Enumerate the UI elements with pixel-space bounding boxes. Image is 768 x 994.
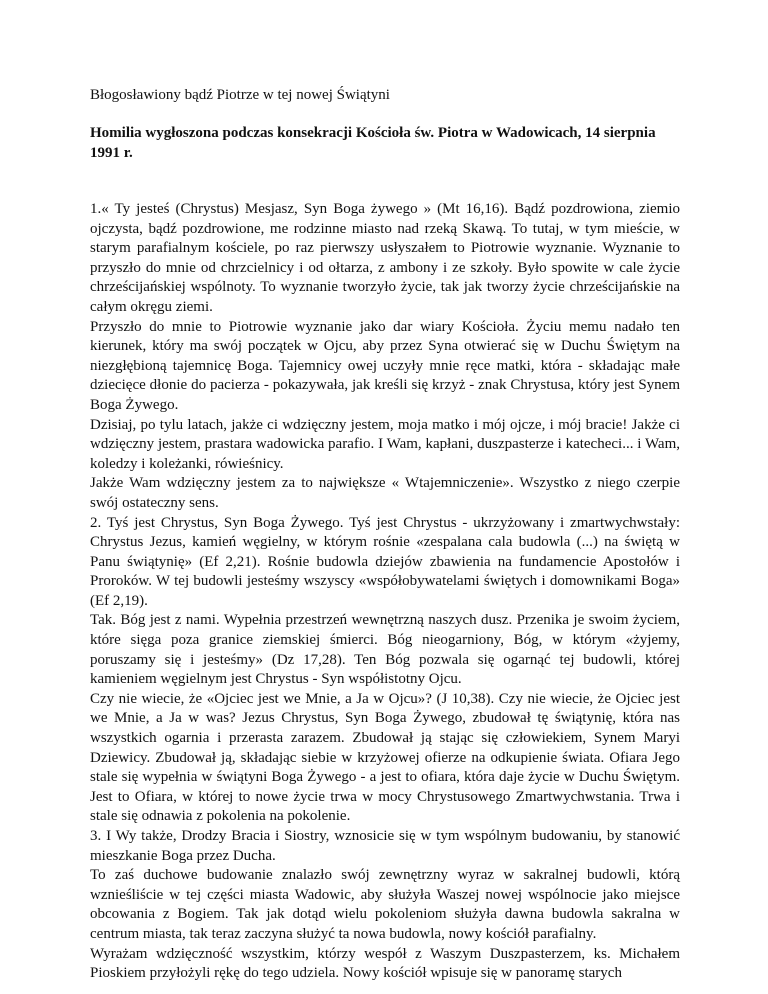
paragraph: To zaś duchowe budowanie znalazło swój zewnętrzny wyraz w sakralnej budowli, którą wznieśliście w tej części miasta Wadowic, aby służyła Waszej nowej wspólnocie jako miejsce obcowania z Bogiem. Tak jak dotąd wielu pokoleniom służyła dawna budowla sakralna w centrum miasta, tak teraz zaczyna służyć ta nowa budowla, nowy kościół parafialny. — [90, 867, 680, 942]
paragraph: Dzisiaj, po tylu latach, jakże ci wdzięczny jestem, moja matko i mój ojcze, i mój bracie! Jakże ci wdzięczny jestem, prastara wadowicka parafio. I Wam, kapłani, duszpasterze i katecheci... i Wam, koledzy i koleżanki, rówieśnicy. — [90, 416, 680, 472]
paragraph: Jakże Wam wdzięczny jestem za to największe « Wtajemniczenie». Wszystko z niego czerpie swój ostateczny sens. — [90, 475, 680, 511]
paragraph: 1.« Ty jesteś (Chrystus) Mesjasz, Syn Boga żywego » (Mt 16,16). Bądź pozdrowiona, ziemio ojczysta, bądź pozdrowione, me rodzinne miasto nad rzeką Skawą. To tutaj, w tym mieście, w starym parafialnym kościele, po raz pierwszy usłyszałem to Piotrowie wyznanie. Wyznanie to przyszło do mnie od chrzcielnicy i od ołtarza, z ambony i ze szkoły. Było spowite w cale życie chrześcijańskiej wspólnoty. To wyznanie tworzyło życie, tak jak tworzy życie chrześcijańskie na całym okręgu ziemi. — [90, 201, 680, 315]
paragraph: Przyszło do mnie to Piotrowie wyznanie jako dar wiary Kościoła. Życiu memu nadało ten kierunek, który ma swój początek w Ojcu, aby przez Syna otwierać się w Duchu Świętym na niezgłębioną tajemnicę Boga. Tajemnicy owej uczyły mnie ręce matki, która - składając małe dziecięce dłonie do pacierza - pokazywała, jak kreśli się krzyż - znak Chrystusa, który jest Synem Boga Żywego. — [90, 318, 680, 413]
paragraph: 2. Tyś jest Chrystus, Syn Boga Żywego. Tyś jest Chrystus - ukrzyżowany i zmartwychwstały: Chrystus Jezus, kamień węgielny, w którym rośnie «zespalana cala budowla (...) na świętą w Panu świątynię» (Ef 2,21). Rośnie budowla dziejów zbawienia na fundamencie Apostołów i Proroków. W tej budowli jesteśmy wszyscy «współobywatelami świętych i domownikami Boga» (Ef 2,19). — [90, 514, 680, 609]
document-subtitle: Homilia wygłoszona podczas konsekracji Kościoła św. Piotra w Wadowicach, 14 sierpnia 1991 r. — [90, 125, 656, 161]
paragraph: Wyrażam wdzięczność wszystkim, którzy wespół z Waszym Duszpasterzem, ks. Michałem Pioskiem przyłożyli rękę do tego udziela. Nowy kościół wpisuje się w panoramę starych — [90, 945, 680, 982]
paragraph: Tak. Bóg jest z nami. Wypełnia przestrzeń wewnętrzną naszych dusz. Przenika je swoim życiem, które sięga poza granice ziemskiej śmierci. Bóg nieogarniony, Bóg, w którym «żyjemy, poruszamy się i jesteśmy» (Dz 17,28). Ten Bóg pozwala się ogarnąć tej budowli, której kamieniem węgielnym jest Chrystus - Syn współistotny Ojcu. — [90, 612, 680, 688]
paragraph: 3. I Wy także, Drodzy Bracia i Siostry, wznosicie się w tym wspólnym budowaniu, by stanowić mieszkanie Boga przez Ducha. — [90, 828, 680, 864]
document-title: Błogosławiony bądź Piotrze w tej nowej Świątyni — [90, 87, 390, 103]
paragraph: Czy nie wiecie, że «Ojciec jest we Mnie, a Ja w Ojcu»? (J 10,38). Czy nie wiecie, że Ojciec jest we Mnie, a Ja w was? Jezus Chrystus, Syn Boga Żywego, zbudował tę świątynię, która nas wszystkich ogarnia i przerasta zarazem. Zbudował ją stając się człowiekiem, Synem Maryi Dziewicy. Zbudował ją, składając siebie w krzyżowej ofierze na odkupienie świata. Ofiara Jego stale się wypełnia w świątyni Boga Żywego - a jest to ofiara, która daje życie w Duchu Świętym. Jest to Ofiara, w której to nowe życie trwa w mocy Chrystusowego Zmartwychwstania. Trwa i stale się odnawia z pokolenia na pokolenie. — [90, 690, 680, 825]
homily-body — [90, 200, 680, 984]
document-page — [90, 80, 680, 984]
